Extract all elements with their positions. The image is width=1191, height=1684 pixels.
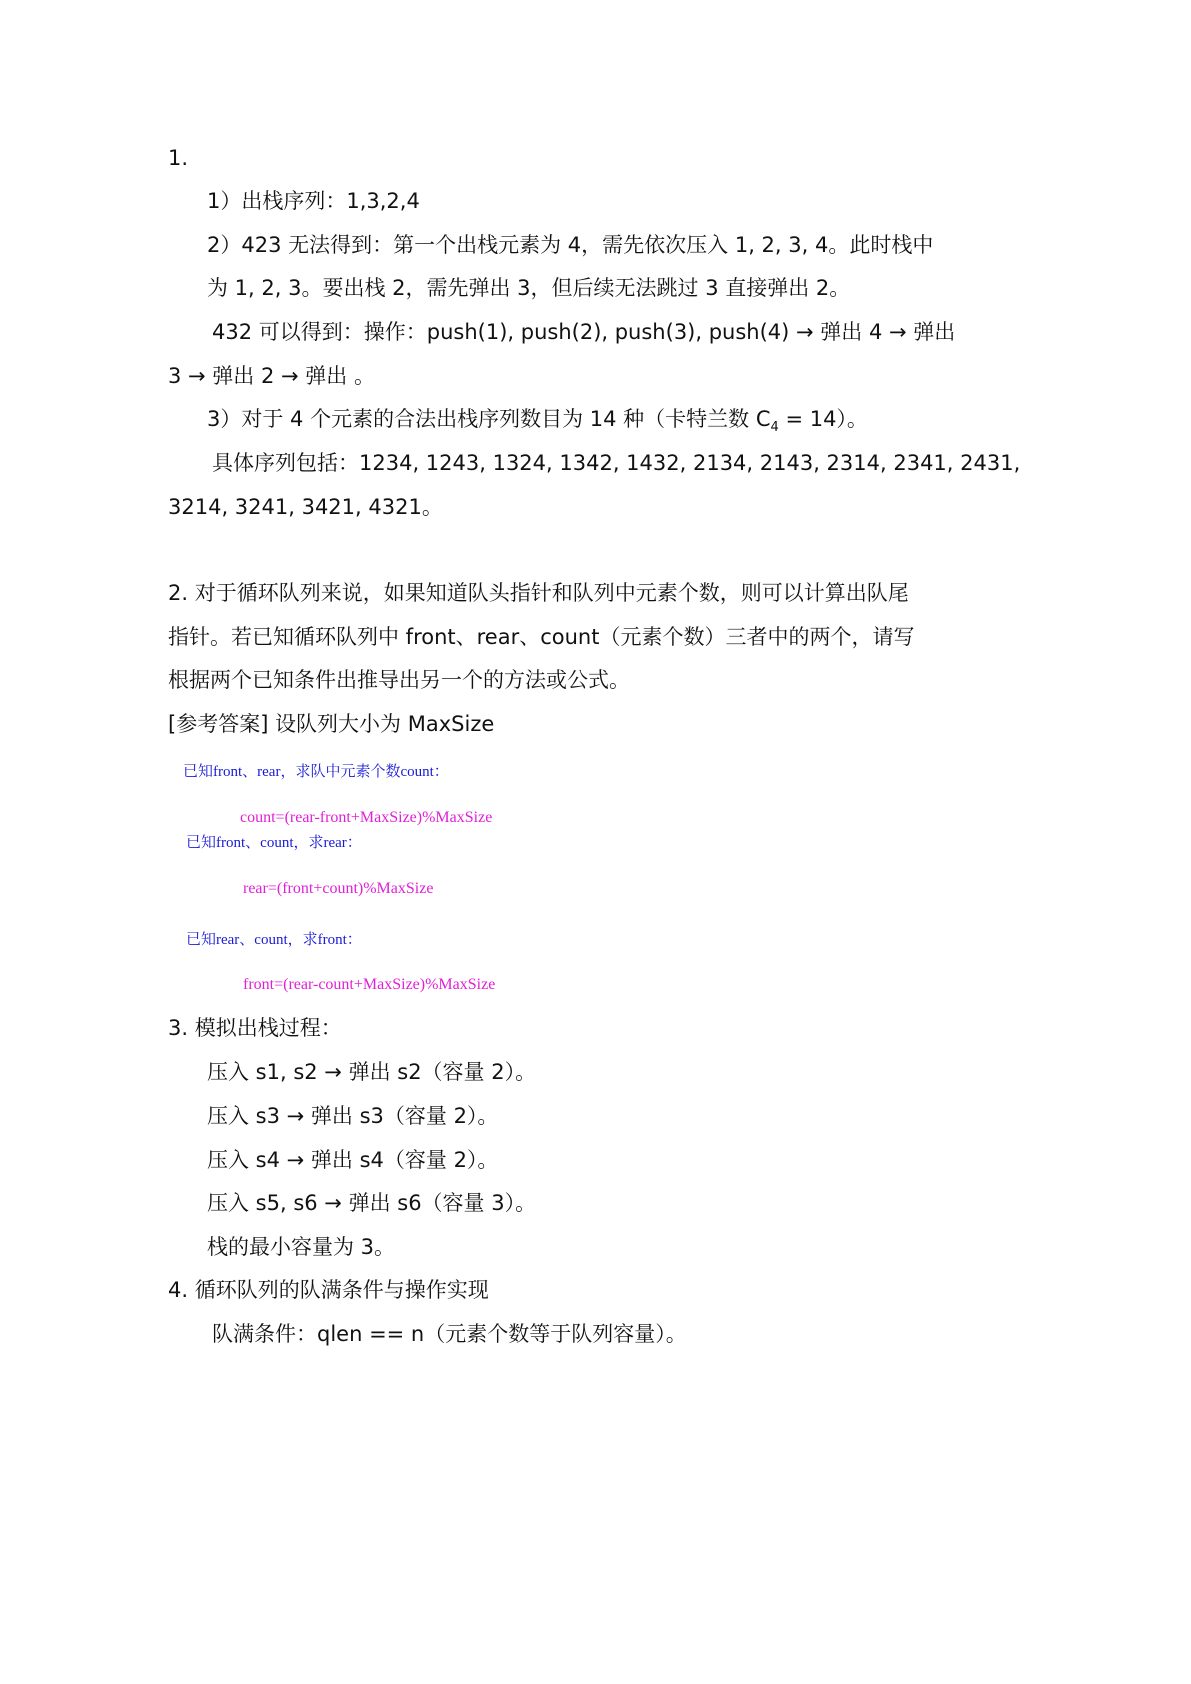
q1-answer-3-text: 3）对于 4 个元素的合法出栈序列数目为 14 种（卡特兰数 C (207, 407, 771, 431)
q2-reference-answer: [参考答案] 设队列大小为 MaxSize (168, 712, 495, 736)
figure-case-2-formula: rear=(front+count)%MaxSize (243, 880, 434, 897)
q2-line-1: 2. 对于循环队列来说，如果知道队头指针和队列中元素个数，则可以计算出队尾 (168, 581, 909, 605)
q3-step-4: 压入 s5, s6 → 弹出 s6（容量 3）。 (207, 1191, 537, 1215)
q4-full-condition: 队满条件：qlen == n（元素个数等于队列容量）。 (212, 1322, 687, 1346)
q2-line-3: 根据两个已知条件出推导出另一个的方法或公式。 (168, 668, 630, 692)
q1-answer-2-line-1: 2）423 无法得到：第一个出栈元素为 4，需先依次压入 1, 2, 3, 4。此时栈中 (207, 233, 934, 257)
q3-step-1: 压入 s1, s2 → 弹出 s2（容量 2）。 (207, 1060, 537, 1084)
q1-answer-2-line-2: 为 1, 2, 3。要出栈 2，需先弹出 3，但后续无法跳过 3 直接弹出 2。 (207, 276, 851, 300)
figure-case-1-caption: 已知front、rear，求队中元素个数count： (183, 764, 449, 780)
q1-answer-2-line-4: 3 → 弹出 2 → 弹出 。 (168, 364, 375, 388)
figure-case-2-caption: 已知front、count，求rear： (186, 835, 362, 851)
catalan-subscript: 4 (770, 420, 779, 436)
q3-step-3: 压入 s4 → 弹出 s4（容量 2）。 (207, 1148, 499, 1172)
figure-case-3-formula: front=(rear-count+MaxSize)%MaxSize (243, 976, 496, 993)
q1-answer-3-tail: = 14）。 (778, 407, 868, 431)
q3-step-2: 压入 s3 → 弹出 s3（容量 2）。 (207, 1104, 499, 1128)
q4-title: 4. 循环队列的队满条件与操作实现 (168, 1278, 489, 1302)
q1-answer-2-line-3: 432 可以得到：操作：push(1), push(2), push(3), push(4) → 弹出 4 → 弹出 (212, 320, 956, 344)
q1-sequences-line-1: 具体序列包括：1234, 1243, 1324, 1342, 1432, 2134, 2143, 2314, 2341, 2431, (212, 451, 1021, 475)
q2-line-2: 指针。若已知循环队列中 front、rear、count（元素个数）三者中的两个，请写 (168, 625, 915, 649)
q3-conclusion: 栈的最小容量为 3。 (207, 1235, 396, 1259)
q1-sequences-line-2: 3214, 3241, 3421, 4321。 (168, 495, 443, 519)
figure-case-3-caption: 已知rear、count，求front： (186, 932, 362, 948)
q3-title: 3. 模拟出栈过程： (168, 1016, 342, 1040)
q1-answer-3 (207, 404, 868, 443)
q1-number: 1. (168, 146, 189, 170)
q1-answer-1: 1）出栈序列：1,3,2,4 (207, 189, 420, 213)
figure-case-1-formula: count=(rear-front+MaxSize)%MaxSize (240, 809, 493, 826)
